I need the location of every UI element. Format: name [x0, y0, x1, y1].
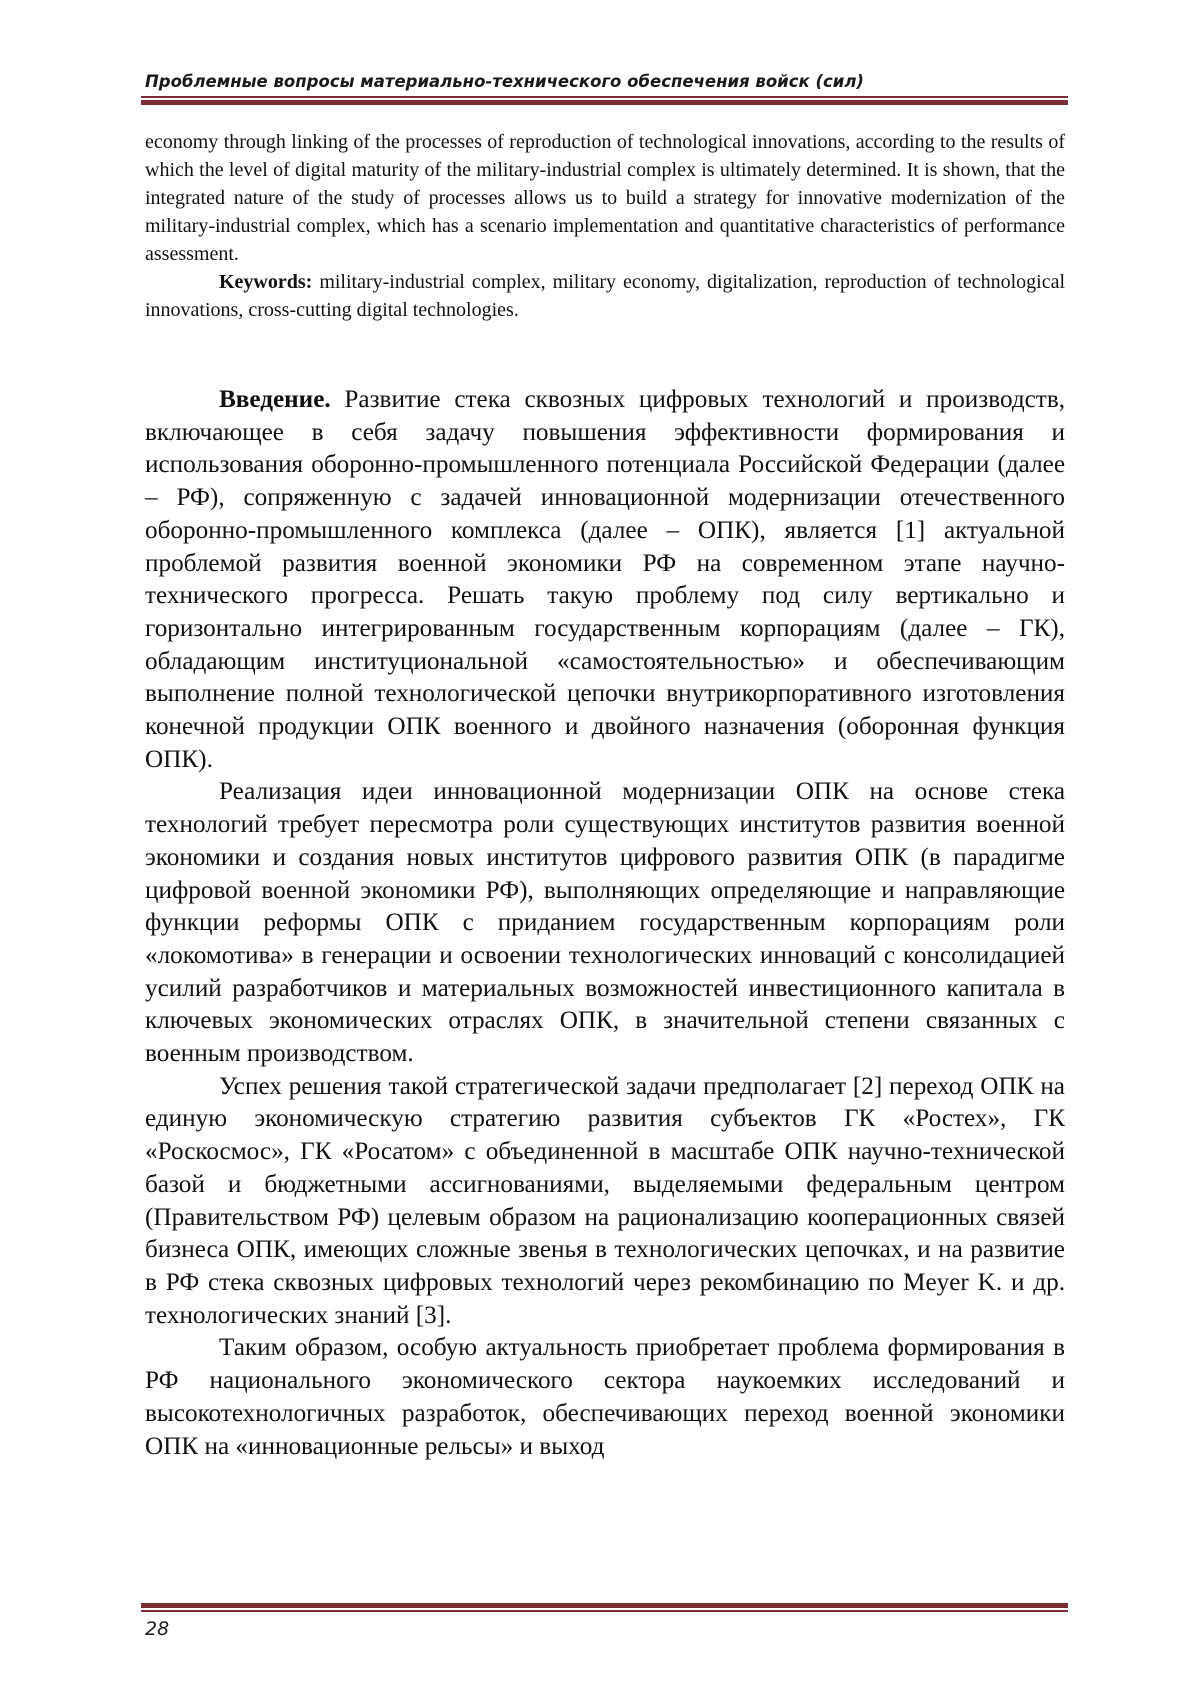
- paragraph-2: Реализация идеи инновационной модернизации ОПК на основе стека технологий требует пересмотра роли существующих институтов развития военной экономики и создания новых институтов цифрового развития ОПК (в парадигме цифровой военной экономики РФ), выполняющих определяющие и направляющие функции реформы ОПК с приданием государственным корпорациям роли «локомотива» в генерации и освоении технологических инноваций с консолидацией усилий разработчиков и материальных возможностей инвестиционного капитала в ключевых экономических отраслях ОПК, в значительной степени связанных с военным производством.: [145, 778, 1065, 1068]
- introduction-heading: Введение.: [219, 386, 331, 413]
- footer-rule-thick: [141, 1603, 1068, 1608]
- keywords-label: Keywords:: [219, 271, 313, 293]
- paragraph-4: Таким образом, особую актуальность приобретает проблема формирования в РФ национального экономического сектора наукоемких исследований и высокотехнологичных разработок, обеспечивающих переход военной экономики ОПК на «инновационные рельсы» и выход: [145, 1334, 1065, 1460]
- header-rule-thick: [141, 100, 1068, 105]
- running-header: Проблемные вопросы материально-технического обеспечения войск (сил): [145, 72, 864, 91]
- footer-rule-thin: [141, 1610, 1068, 1612]
- paragraph-1-text: Развитие стека сквозных цифровых технологий и производств, включающее в себя задачу повышения эффективности формирования и использования оборонно-промышленного потенциала Российской Федерации (далее – РФ), сопряженную с задачей инновационной модернизации отечественного оборонно-промышленного комплекса (далее – ОПК), является [1] актуальной проблемой развития военной экономики РФ на современном этапе научно-технического прогресса. Решать такую проблему под силу вертикально и горизонтально интегрированным государственным корпорациям (далее – ГК), обладающим институциональной «самостоятельностью» и обеспечивающим выполнение полной технологической цепочки внутрикорпоративного изготовления конечной продукции ОПК военного и двойного назначения (оборонная функция ОПК).: [145, 386, 1066, 773]
- abstract-block: [145, 128, 1065, 324]
- paragraph-3: Успех решения такой стратегической задачи предполагает [2] переход ОПК на единую экономическую стратегию развития субъектов ГК «Ростех», ГК «Роскосмос», ГК «Росатом» с объединенной в масштабе ОПК научно-технической базой и бюджетными ассигнованиями, выделяемыми федеральным центром (Правительством РФ) целевым образом на рационализацию кооперационных связей бизнеса ОПК, имеющих сложные звенья в технологических цепочках, и на развитие в РФ стека сквозных цифровых технологий через рекомбинацию по Meyer K. и др. технологических знаний [3].: [145, 1072, 1065, 1329]
- keywords-paragraph: [145, 268, 1065, 324]
- main-text: [145, 384, 1065, 1463]
- paragraph-introduction: [145, 384, 1065, 776]
- abstract-text: economy through linking of the processes of reproduction of technological innovations, according to the results of which the level of digital maturity of the military-industrial complex is ultimately determined. It is shown, that the integrated nature of the study of processes allows us to build a strategy for innovative modernization of the military-industrial complex, which has a scenario implementation and quantitative characteristics of performance assessment.: [145, 131, 1065, 265]
- page-number: 28: [145, 1618, 170, 1640]
- keywords-text: military-industrial complex, military economy, digitalization, reproduction of technological innovations, cross-cutting digital technologies.: [145, 271, 1065, 321]
- header-rule-thin: [141, 96, 1068, 98]
